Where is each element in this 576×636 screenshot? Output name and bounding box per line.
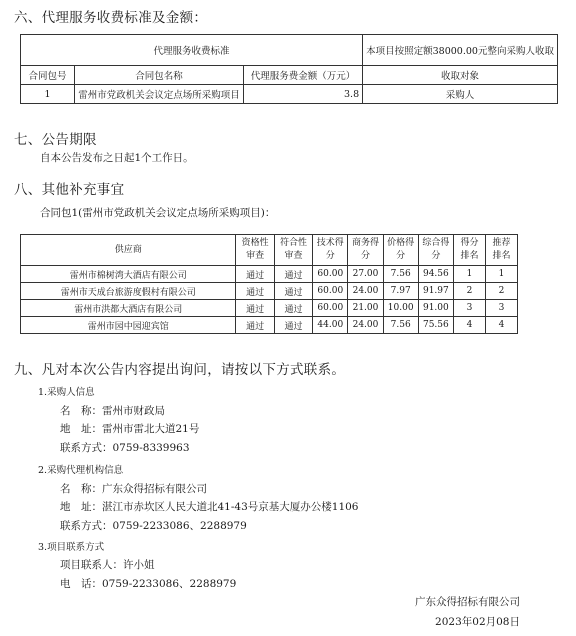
fee-standard-value: 本项目按照定额38000.00元整向采购人收取 (363, 35, 558, 66)
agency-contact: 联系方式：0759-2233086、2288979 (60, 520, 247, 532)
table-row (21, 85, 558, 104)
fee-table (20, 34, 558, 104)
table-cell: 3.8 (243, 85, 362, 104)
table-cell: 通过 (274, 283, 312, 300)
fee-header-cell: 代理服务费金额（万元） (243, 66, 362, 85)
project-heading: 3.项目联系方式 (38, 542, 105, 553)
table-cell: 60.00 (313, 266, 348, 283)
agency-address: 地 址：湛江市赤坎区人民大道北41-43号京基大厦办公楼1106 (60, 501, 359, 513)
purchaser-contact: 联系方式：0759-8339963 (60, 442, 190, 454)
section7-text: 自本公告发布之日起1个工作日。 (40, 152, 194, 164)
table-cell: 通过 (274, 317, 312, 334)
table-cell: 通过 (274, 300, 312, 317)
agency-name: 名 称：广东众得招标有限公司 (60, 483, 207, 495)
purchaser-heading: 1.采购人信息 (38, 387, 95, 398)
section6-title: 六、代理服务收费标准及金额： (14, 10, 208, 26)
table-cell: 44.00 (313, 317, 348, 334)
table-cell: 1 (453, 266, 485, 283)
signature-date: 2023年02月08日 (435, 616, 520, 628)
table-row (21, 317, 518, 334)
table-cell: 4 (485, 317, 517, 334)
supplier-header-cell: 符合性审查 (274, 235, 312, 266)
table-cell: 通过 (236, 300, 274, 317)
table-cell: 10.00 (383, 300, 418, 317)
project-phone: 电 话：0759-2233086、2288979 (60, 578, 237, 590)
table-cell: 3 (485, 300, 517, 317)
table-cell: 2 (453, 283, 485, 300)
table-cell: 60.00 (313, 300, 348, 317)
table-cell: 27.00 (348, 266, 383, 283)
table-cell: 2 (485, 283, 517, 300)
table-cell: 通过 (274, 266, 312, 283)
section7-title: 七、公告期限 (14, 132, 97, 148)
table-cell: 4 (453, 317, 485, 334)
supplier-header-cell: 推荐排名 (485, 235, 517, 266)
supplier-header-cell: 供应商 (21, 235, 236, 266)
section9-title: 九、凡对本次公告内容提出询问，请按以下方式联系。 (14, 362, 346, 378)
table-cell: 21.00 (348, 300, 383, 317)
supplier-header-cell: 商务得分 (348, 235, 383, 266)
table-row (21, 266, 518, 283)
table-cell: 采购人 (363, 85, 558, 104)
supplier-header-cell: 技术得分 (313, 235, 348, 266)
table-cell: 7.97 (383, 283, 418, 300)
table-cell: 1 (485, 266, 517, 283)
table-cell: 通过 (236, 317, 274, 334)
table-cell: 24.00 (348, 317, 383, 334)
section8-title: 八、其他补充事宜 (14, 182, 125, 198)
supplier-header-cell: 得分排名 (453, 235, 485, 266)
supplier-header-cell: 资格性审查 (236, 235, 274, 266)
project-person: 项目联系人：许小姐 (60, 559, 155, 571)
table-cell: 1 (21, 85, 75, 104)
fee-header-cell: 合同包名称 (74, 66, 243, 85)
signature-company: 广东众得招标有限公司 (415, 596, 520, 608)
fee-header-row (21, 66, 558, 85)
table-cell: 94.56 (418, 266, 453, 283)
table-cell: 3 (453, 300, 485, 317)
table-cell: 91.97 (418, 283, 453, 300)
table-cell: 75.56 (418, 317, 453, 334)
fee-standard-row (21, 35, 558, 66)
fee-header-cell: 合同包号 (21, 66, 75, 85)
supplier-header-row (21, 235, 518, 266)
table-cell: 7.56 (383, 317, 418, 334)
agency-heading: 2.采购代理机构信息 (38, 465, 124, 476)
purchaser-address: 地 址：雷州市雷北大道21号 (60, 423, 200, 435)
table-cell: 雷州市天成台旅游度假村有限公司 (21, 283, 236, 300)
table-row (21, 283, 518, 300)
table-cell: 通过 (236, 283, 274, 300)
table-cell: 60.00 (313, 283, 348, 300)
supplier-header-cell: 综合得分 (418, 235, 453, 266)
table-cell: 通过 (236, 266, 274, 283)
table-cell: 7.56 (383, 266, 418, 283)
fee-standard-label: 代理服务收费标准 (21, 35, 363, 66)
table-cell: 24.00 (348, 283, 383, 300)
fee-header-cell: 收取对象 (363, 66, 558, 85)
supplier-table (20, 234, 518, 334)
table-cell: 91.00 (418, 300, 453, 317)
supplier-header-cell: 价格得分 (383, 235, 418, 266)
table-cell: 雷州市党政机关会议定点场所采购项目 (74, 85, 243, 104)
table-cell: 雷州市棉树湾大酒店有限公司 (21, 266, 236, 283)
purchaser-name: 名 称：雷州市财政局 (60, 405, 165, 417)
table-cell: 雷州市园中园迎宾馆 (21, 317, 236, 334)
section8-subtitle: 合同包1(雷州市党政机关会议定点场所采购项目)： (40, 207, 276, 219)
table-row (21, 300, 518, 317)
table-cell: 雷州市洪都大酒店有限公司 (21, 300, 236, 317)
